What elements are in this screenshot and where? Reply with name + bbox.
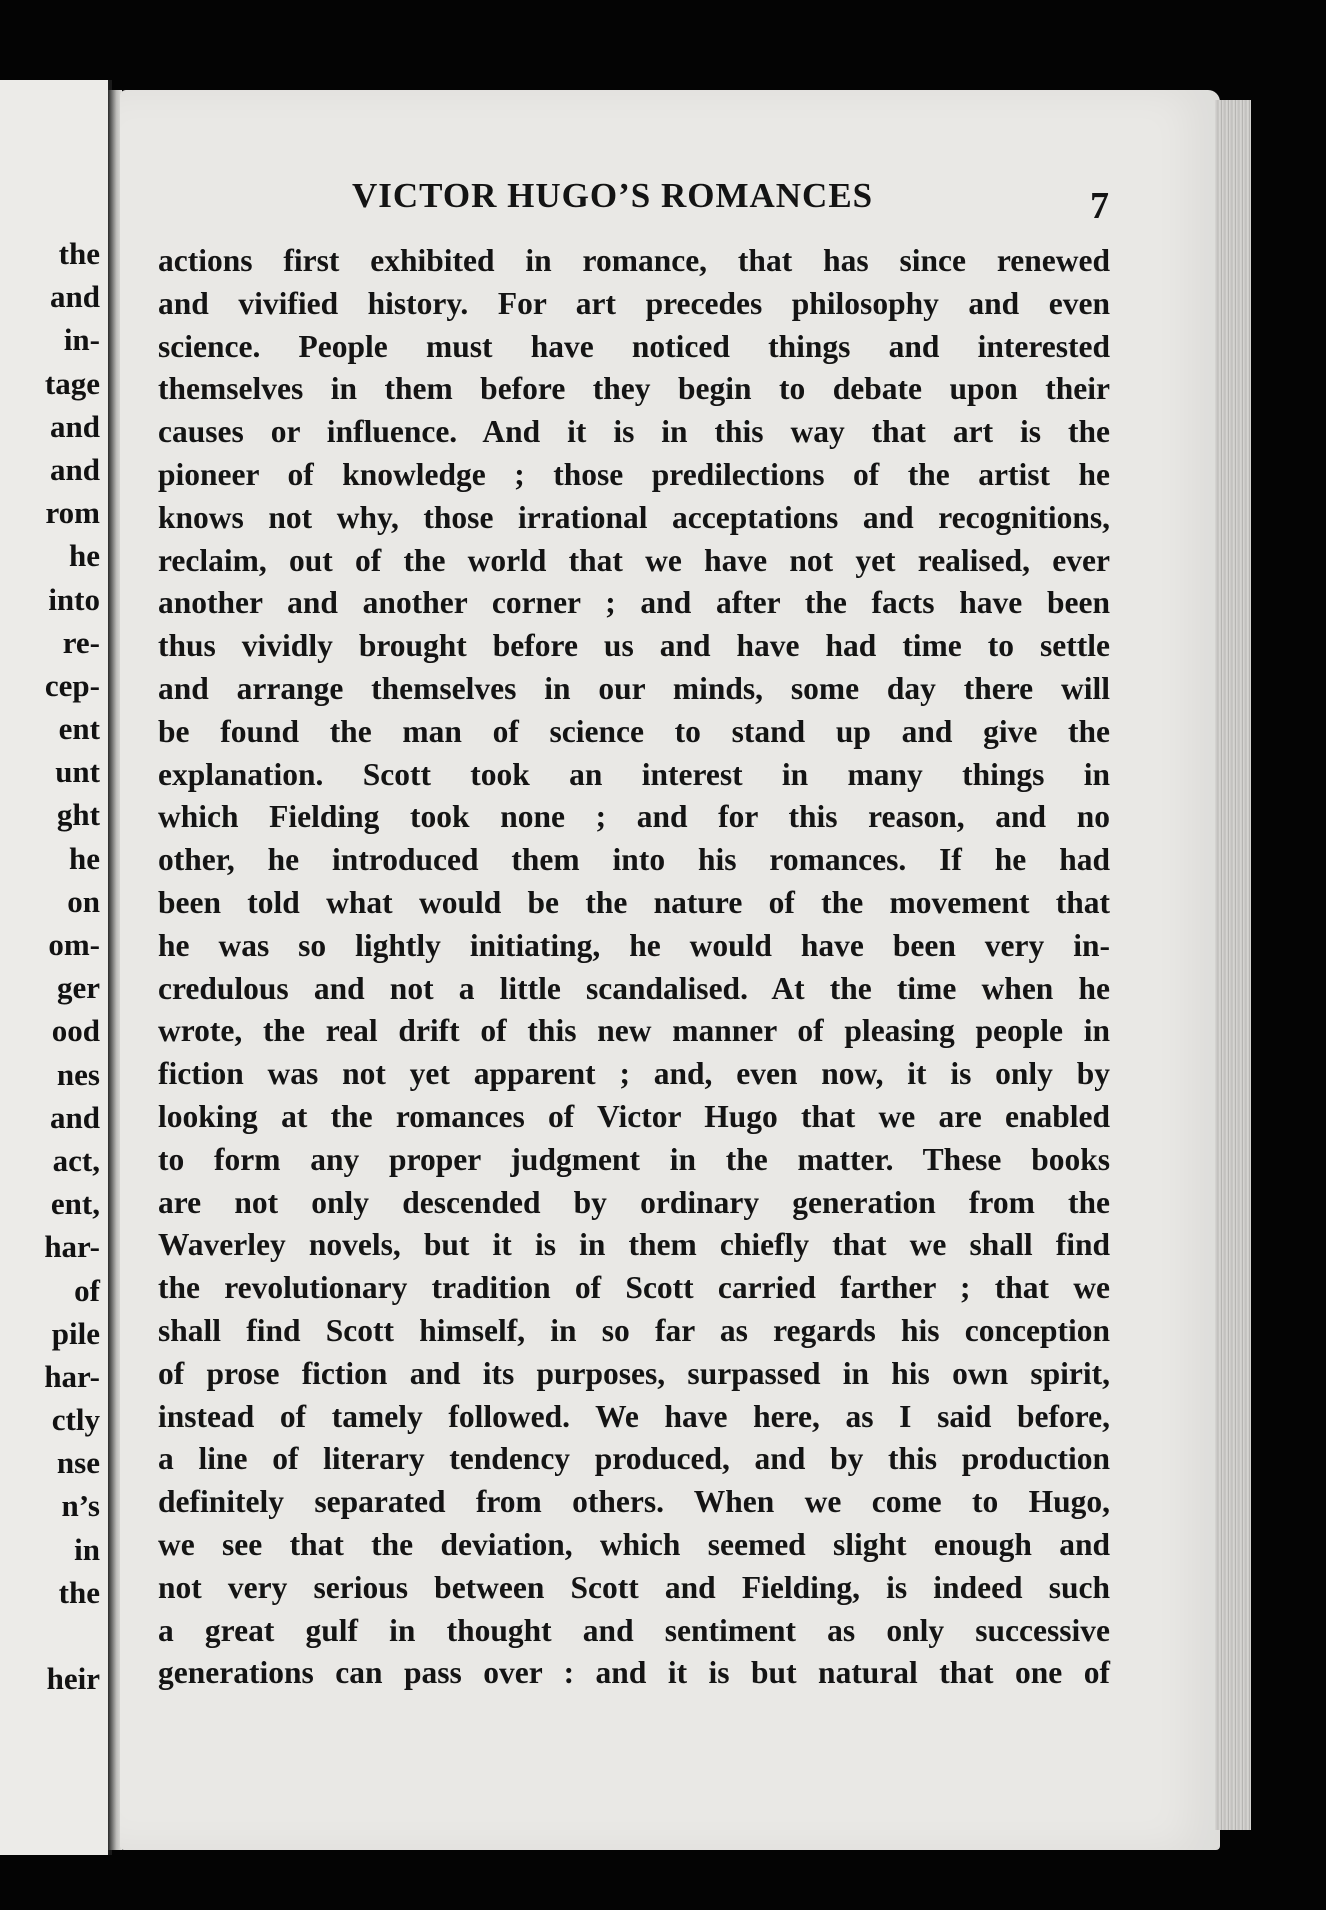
facing-page-line-fragment [0,1614,100,1657]
text-line: wrote, the real drift of this new manner of pleasing people in [158,1013,1110,1049]
text-line: fiction was not yet apparent ; and, even now, it is only by [158,1056,1110,1092]
facing-page-left [0,80,112,1855]
facing-page-text-fragments [0,232,100,1700]
text-line: the revolutionary tradition of Scott carried farther ; that we [158,1270,1110,1306]
text-line: knows not why, those irrational acceptations and recognitions, [158,499,1110,535]
facing-page-line-fragment: om- [48,927,100,962]
text-line: definitely separated from others. When we come to Hugo, [158,1484,1110,1520]
body-text [158,240,1110,1695]
text-line: science. People must have noticed things and interested [158,328,1110,364]
facing-page-line-fragment: re- [62,624,100,660]
facing-page-line-fragment: the [58,236,100,271]
text-line: causes or influence. And it is in this way that art is the [158,414,1110,450]
facing-page-line-fragment: ger [56,970,100,1006]
facing-page-line-fragment: ent [58,711,100,747]
text-line: actions first exhibited in romance, that has since renewed [158,243,1110,278]
facing-page-line-fragment: pile [51,1315,100,1351]
text-line: another and another corner ; and after the facts have been [158,585,1110,621]
text-line: thus vividly brought before us and have had time to settle [158,628,1110,664]
facing-page-line-fragment: on [67,883,100,919]
text-line: are not only descended by ordinary generation from the [158,1184,1110,1220]
facing-page-line-fragment: ent, [50,1186,100,1222]
text-line: pioneer of knowledge ; those predilections of the artist he [158,456,1110,492]
running-head: VICTOR HUGO’S ROMANCES [352,176,874,215]
text-line: be found the man of science to stand up and give the [158,713,1110,749]
facing-page-line-fragment: ght [56,797,100,833]
text-line: and vivified history. For art precedes philosophy and even [158,285,1110,321]
text-line: Waverley novels, but it is in them chiefly that we shall find [158,1227,1110,1263]
facing-page-line-fragment: and [50,1099,100,1135]
facing-page-line-fragment: and [50,408,100,444]
text-line: a line of literary tendency produced, and by this production [158,1441,1110,1477]
facing-page-line-fragment: unt [55,754,100,790]
facing-page-line-fragment: of [74,1272,100,1308]
facing-page-line-fragment: ood [51,1013,100,1049]
text-line: other, he introduced them into his romances. If he had [158,842,1110,878]
facing-page-line-fragment: and [50,451,100,487]
text-line: to form any proper judgment in the matter. These books [158,1141,1110,1177]
text-line: credulous and not a little scandalised. At the time when he [158,970,1110,1006]
facing-page-line-fragment: ctly [51,1402,100,1438]
text-line: which Fielding took none ; and for this reason, and no [158,799,1110,835]
facing-page-line-fragment: heir [46,1661,100,1697]
text-line: looking at the romances of Victor Hugo that we are enabled [158,1098,1110,1134]
facing-page-line-fragment: n’s [61,1488,100,1524]
text-line: a great gulf in thought and sentiment as only successive [158,1612,1110,1648]
text-line: themselves in them before they begin to debate upon their [158,371,1110,407]
facing-page-line-fragment: har- [44,1229,100,1265]
text-line: explanation. Scott took an interest in many things in [158,756,1110,792]
facing-page-line-fragment: he [69,538,100,574]
text-line: not very serious between Scott and Fielding, is indeed such [158,1569,1110,1605]
facing-page-line-fragment: tage [44,365,100,401]
text-line: he was so lightly initiating, he would have been very in- [158,927,1110,963]
text-line: of prose fiction and its purposes, surpassed in his own spirit, [158,1355,1110,1391]
text-line: and arrange themselves in our minds, some day there will [158,670,1110,706]
text-line: shall find Scott himself, in so far as regards his conception [158,1312,1110,1348]
facing-page-line-fragment: nes [56,1056,100,1092]
page-number: 7 [1090,185,1109,227]
facing-page-line-fragment: in- [63,322,100,358]
text-line: been told what would be the nature of the movement that [158,884,1110,920]
facing-page-line-fragment: and [50,279,100,315]
facing-page-line-fragment: cep- [44,667,100,703]
facing-page-line-fragment: in [74,1531,100,1567]
text-line: reclaim, out of the world that we have not yet realised, ever [158,542,1110,578]
facing-page-line-fragment: rom [45,495,100,531]
text-line: we see that the deviation, which seemed slight enough and [158,1526,1110,1562]
facing-page-line-fragment: act, [52,1142,100,1178]
facing-page-line-fragment: har- [44,1358,100,1394]
facing-page-line-fragment: into [48,581,100,617]
facing-page-line-fragment: the [58,1574,100,1610]
facing-page-line-fragment: he [69,840,100,876]
facing-page-line-fragment: nse [56,1445,100,1481]
text-line: instead of tamely followed. We have here, as I said before, [158,1398,1110,1434]
page-edges [1215,100,1251,1830]
text-line: generations can pass over : and it is but natural that one of [158,1655,1110,1691]
